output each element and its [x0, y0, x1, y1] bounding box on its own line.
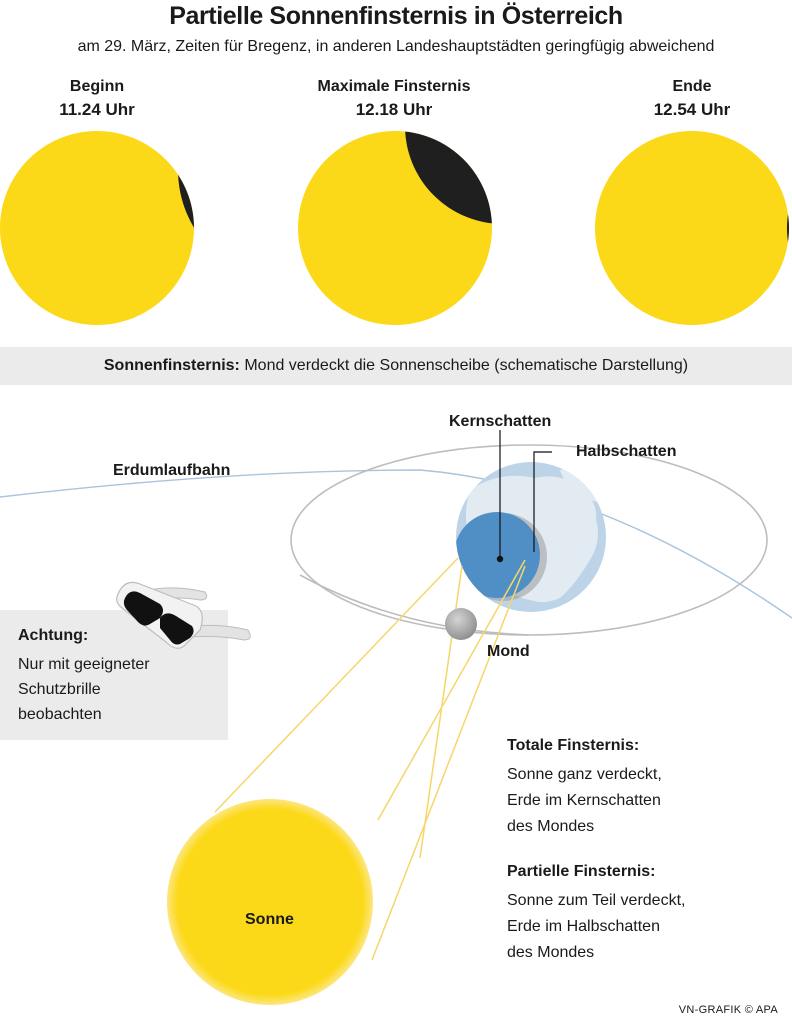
- legend-total-title: Totale Finsternis:: [507, 737, 640, 754]
- umbra-area: [454, 512, 540, 598]
- legend-partial-text: Sonne zum Teil verdeckt, Erde im Halbschatten des Mondes: [507, 892, 686, 961]
- moon-label: Mond: [487, 643, 530, 660]
- phase-end: [582, 75, 792, 121]
- page-subtitle: am 29. März, Zeiten für Bregenz, in anderen Landeshauptstädten geringfügig abweichend: [77, 38, 715, 55]
- earth: [454, 462, 606, 612]
- band-text: Mond verdeckt die Sonnenscheibe (schematische Darstellung): [239, 357, 689, 374]
- legend-partial-title: Partielle Finsternis:: [507, 863, 656, 880]
- eclipse-glasses-icon: [117, 582, 251, 648]
- moon: [445, 608, 477, 640]
- band-bold: Sonnenfinsternis:: [103, 357, 240, 374]
- sun-disc-end: [595, 131, 789, 325]
- page-title: Partielle Sonnenfinsternis in Österreich: [169, 2, 623, 30]
- phase-end-time: 12.54 Uhr: [653, 100, 731, 119]
- umbra-label: Kernschatten: [449, 413, 552, 430]
- umbra-point: [497, 556, 503, 562]
- sun-maximum: [298, 130, 601, 325]
- sun: [167, 799, 373, 1005]
- eclipse-phases: [0, 130, 792, 345]
- sun-end: [595, 130, 792, 330]
- orbit-label: Erdumlaufbahn: [113, 462, 231, 479]
- phase-maximum-label: Maximale Finsternis: [317, 78, 471, 95]
- legend-total-text: Sonne ganz verdeckt, Erde im Kernschatten des Mondes: [507, 766, 662, 835]
- phase-end-label: Ende: [672, 78, 712, 95]
- warning-text: Nur mit geeigneter Schutzbrille beobachten: [18, 656, 150, 723]
- explanation-band: [0, 347, 792, 385]
- phase-maximum: [284, 75, 504, 121]
- phase-begin: [0, 75, 207, 121]
- sun-label: Sonne: [245, 911, 294, 928]
- credit: VN-GRAFIK © APA: [678, 1004, 778, 1016]
- moon-end: [787, 130, 792, 330]
- phase-maximum-time: 12.18 Uhr: [355, 100, 433, 119]
- phase-begin-label: Beginn: [69, 78, 125, 95]
- penumbra-label: Halbschatten: [576, 443, 677, 460]
- warning-title: Achtung:: [18, 627, 89, 644]
- phase-begin-time: 11.24 Uhr: [59, 100, 135, 119]
- sun-disc-begin: [0, 131, 194, 325]
